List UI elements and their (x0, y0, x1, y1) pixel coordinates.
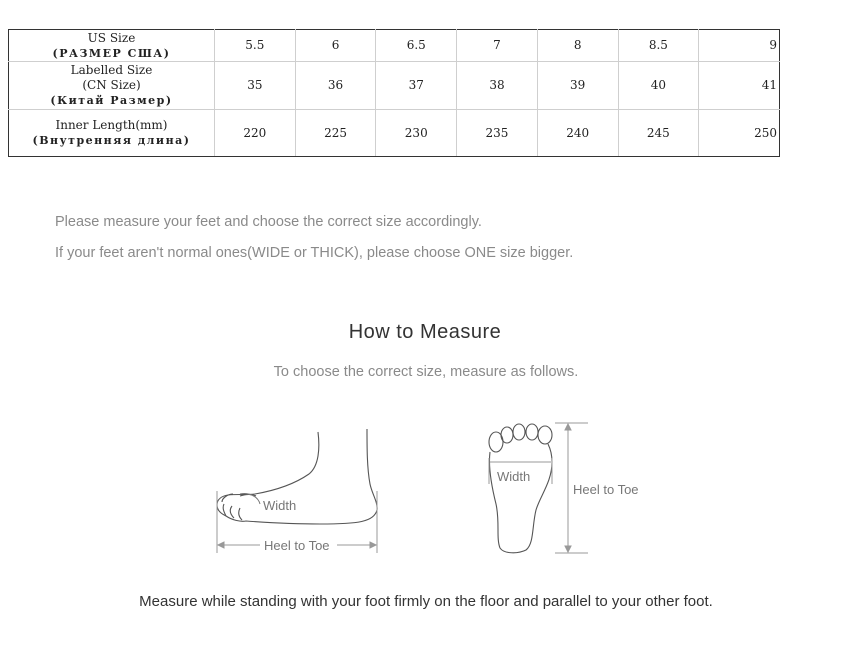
table-cell: 5.5 (215, 30, 296, 62)
table-cell: 35 (215, 62, 296, 110)
side-view-width-label: Width (263, 498, 297, 513)
table-cell: 245 (618, 110, 699, 157)
size-chart-table (8, 29, 780, 157)
table-cell: 250 (699, 110, 780, 157)
how-to-measure-title: How to Measure (348, 321, 502, 343)
cn-size-label-ru: (Китай Размер) (50, 94, 173, 107)
table-cell: 8 (537, 30, 618, 62)
cn-size-row (9, 62, 780, 110)
table-cell: 230 (376, 110, 457, 157)
row-header-cn-size (9, 62, 215, 110)
measure-instruction-note: Please measure your feet and choose the correct size accordingly. (55, 214, 482, 230)
us-size-label: US Size (87, 30, 136, 45)
side-view-length-label: Heel to Toe (264, 538, 330, 553)
table-cell: 220 (215, 110, 296, 157)
table-cell: 37 (376, 62, 457, 110)
table-cell: 38 (457, 62, 538, 110)
inner-length-row (9, 110, 780, 157)
table-cell: 9 (699, 30, 780, 62)
table-cell: 36 (295, 62, 376, 110)
sole-view-length-label: Heel to Toe (573, 482, 639, 497)
us-size-label-ru: (РАЗМЕР США) (52, 46, 171, 60)
cn-size-label: (CN Size) (82, 78, 141, 92)
table-cell: 235 (457, 110, 538, 157)
table-cell: 41 (699, 62, 780, 110)
table-cell: 225 (295, 110, 376, 157)
inner-length-label-ru: (Внутренняя длина) (32, 134, 191, 147)
measuring-tip-note: Measure while standing with your foot firmly on the floor and parallel to your other foot. (139, 593, 713, 610)
table-cell: 7 (457, 30, 538, 62)
foot-measurement-illustration (200, 418, 639, 563)
table-cell: 6.5 (376, 30, 457, 62)
sole-view-width-label: Width (497, 469, 531, 484)
table-cell: 39 (537, 62, 618, 110)
us-size-row (9, 30, 780, 62)
table-cell: 8.5 (618, 30, 699, 62)
inner-length-label: Inner Length(mm) (55, 118, 168, 132)
row-header-inner-length (9, 110, 215, 157)
row-header-us-size (9, 30, 215, 62)
wide-feet-note: If your feet aren't normal ones(WIDE or THICK), please choose ONE size bigger. (55, 245, 574, 261)
labelled-size-label: Labelled Size (70, 63, 153, 77)
side-view-foot-icon (217, 429, 377, 524)
table-cell: 40 (618, 62, 699, 110)
how-to-measure-subtitle: To choose the correct size, measure as follows. (273, 364, 579, 380)
table-cell: 6 (295, 30, 376, 62)
table-cell: 240 (537, 110, 618, 157)
sole-view-foot-icon (489, 424, 552, 553)
